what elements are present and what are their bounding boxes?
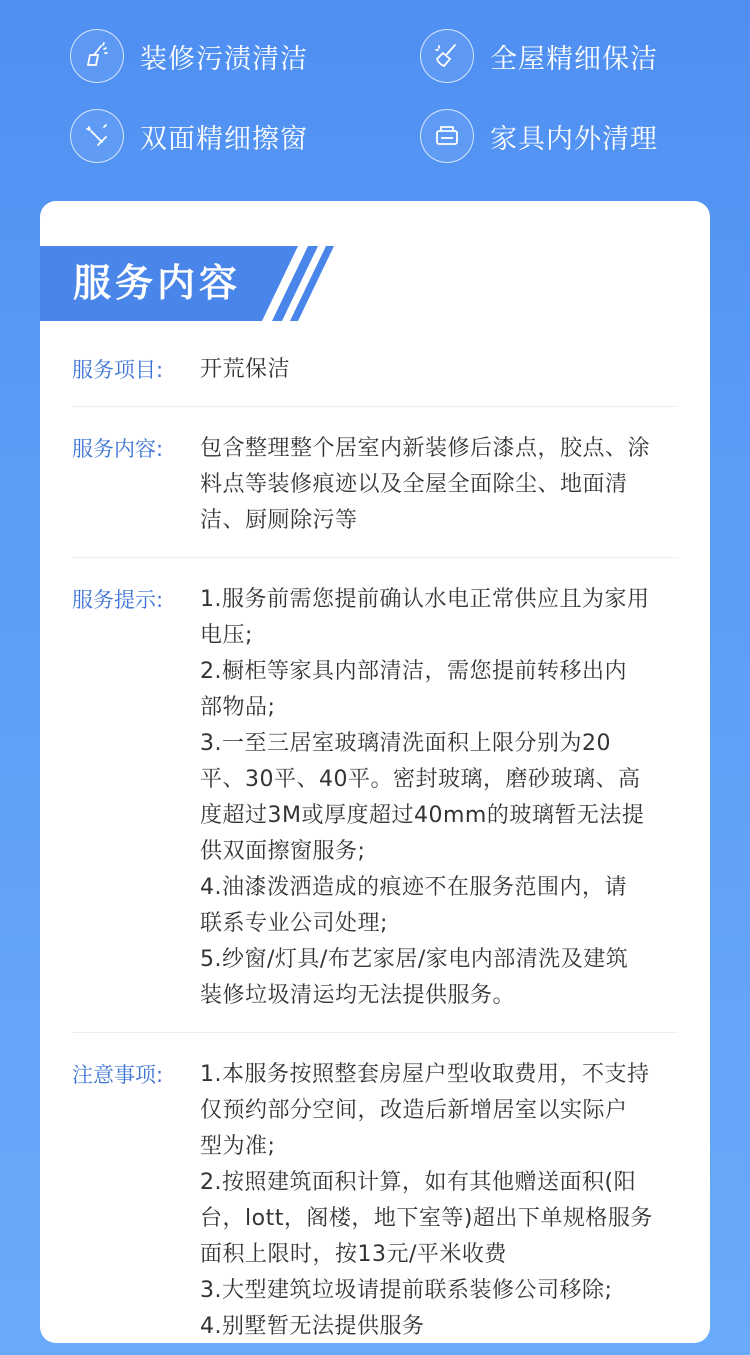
text-line: 1.本服务按照整套房屋户型收取费用，不支持 bbox=[200, 1062, 650, 1087]
text-line: 4.油漆泼洒造成的痕迹不在服务范围内，请 bbox=[200, 875, 627, 900]
text-line: 度超过3M或厚度超过40mm的玻璃暂无法提 bbox=[200, 803, 645, 828]
text-line: 供双面擦窗服务; bbox=[200, 839, 366, 864]
feature-label: 双面精细擦窗 bbox=[140, 123, 308, 155]
detail-row-content bbox=[72, 425, 678, 558]
text-line: 4.别墅暂无法提供服务 bbox=[200, 1314, 425, 1339]
text-line: 台，lott，阁楼，地下室等)超出下单规格服务 bbox=[200, 1206, 653, 1231]
text-line: 3.一至三居室玻璃清洗面积上限分别为20 bbox=[200, 731, 611, 756]
text-line: 型为准; bbox=[200, 1134, 276, 1159]
text-line: 3.大型建筑垃圾请提前联系装修公司移除; bbox=[200, 1278, 613, 1303]
text-line: 洁、厨厕除污等 bbox=[200, 508, 358, 533]
feature-whole-house-cleaning bbox=[420, 26, 658, 86]
detail-label: 服务项目: bbox=[72, 358, 164, 382]
service-card bbox=[40, 201, 710, 1343]
broom-icon bbox=[420, 29, 474, 83]
feature-decoration-cleaning bbox=[70, 26, 308, 86]
feature-window-cleaning bbox=[70, 106, 308, 166]
cabinet-icon bbox=[420, 109, 474, 163]
feature-label: 家具内外清理 bbox=[490, 123, 658, 155]
detail-value bbox=[200, 431, 678, 539]
feature-label: 装修污渍清洁 bbox=[140, 43, 308, 75]
detail-value: 开荒保洁 bbox=[200, 357, 291, 382]
detail-value bbox=[200, 582, 678, 1014]
text-line: 仅预约部分空间，改造后新增居室以实际户 bbox=[200, 1098, 628, 1123]
brush-spray-icon bbox=[70, 29, 124, 83]
text-line: 平、30平、40平。密封玻璃，磨砂玻璃、高 bbox=[200, 767, 641, 792]
detail-value bbox=[200, 1057, 678, 1343]
feature-label: 全屋精细保洁 bbox=[490, 43, 658, 75]
text-line: 料点等装修痕迹以及全屋全面除尘、地面清 bbox=[200, 472, 628, 497]
text-line: 1.服务前需您提前确认水电正常供应且为家用 bbox=[200, 587, 650, 612]
window-wipe-icon bbox=[70, 109, 124, 163]
detail-row-notes bbox=[72, 1051, 678, 1343]
section-title: 服务内容 bbox=[73, 261, 242, 305]
text-line: 部物品; bbox=[200, 695, 276, 720]
feature-grid bbox=[0, 0, 750, 200]
feature-furniture-cleaning bbox=[420, 106, 658, 166]
text-line: 2.按照建筑面积计算，如有其他赠送面积(阳 bbox=[200, 1170, 637, 1195]
detail-row-tips bbox=[72, 576, 678, 1033]
detail-row-project bbox=[72, 346, 678, 407]
section-banner bbox=[40, 246, 340, 321]
text-line: 联系专业公司处理; bbox=[200, 911, 388, 936]
detail-label: 服务内容: bbox=[72, 437, 164, 461]
text-line: 包含整理整个居室内新装修后漆点，胶点、涂 bbox=[200, 436, 651, 461]
text-line: 面积上限时，按13元/平米收费 bbox=[200, 1242, 507, 1267]
detail-label: 服务提示: bbox=[72, 588, 164, 612]
service-details bbox=[72, 346, 678, 1343]
text-line: 5.纱窗/灯具/布艺家居/家电内部清洗及建筑 bbox=[200, 947, 629, 972]
text-line: 装修垃圾清运均无法提供服务。 bbox=[200, 983, 516, 1008]
text-line: 电压; bbox=[200, 623, 253, 648]
detail-label: 注意事项: bbox=[72, 1063, 164, 1087]
text-line: 2.橱柜等家具内部清洁，需您提前转移出内 bbox=[200, 659, 627, 684]
